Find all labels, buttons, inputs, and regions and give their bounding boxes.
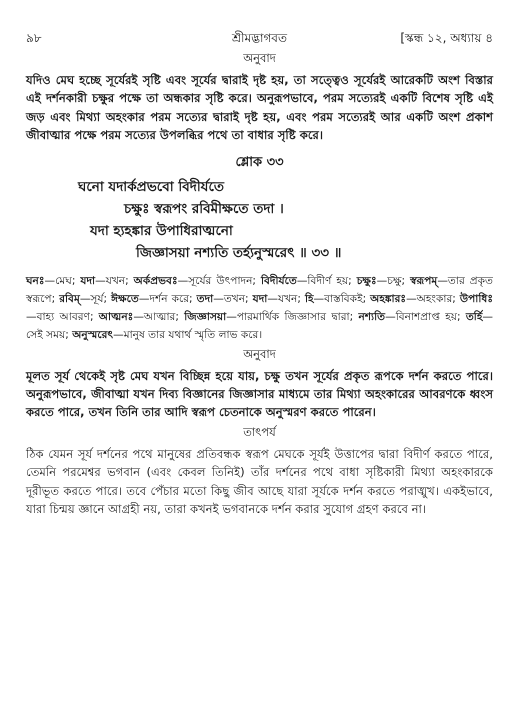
- synonym-term: চক্ষুঃ: [356, 274, 377, 287]
- synonym-term: বিদীর্যতে: [260, 274, 297, 287]
- verse-line-2: চক্ষুঃ স্বরূপং রবিমীক্ষতে তদা ।: [124, 200, 284, 217]
- translation-top-text: যদিও মেঘ হচ্ছে সূর্যেরই সৃষ্টি এবং সূর্যের দ্বারাই দৃষ্ট হয়, তা সত্ত্বেও সূর্যেরই আরেকটি অংশ বিস্তার এই দর্শনকারী চক্ষুর পক্ষে তা অন্ধকার সৃষ্টি করে। অনুরূপভাবে, পরম সত্যেরই একটি বিশেষ সৃষ্টি এই জড় এবং মিথ্যা অহংকার পরম সত্যের দ্বারাই দৃষ্ট হয়, এবং পরম সত্যেরই আর একটি অংশ প্রকাশ জীবাত্মার পক্ষে পরম সত্যের উপলব্ধির পথে তা বাধার সৃষ্টি করে।: [26, 73, 493, 143]
- synonym-term: নশ্যতি: [358, 310, 386, 323]
- synonym-term: অহঙ্কারঃ: [370, 292, 407, 305]
- page-header: [26, 22, 493, 44]
- purport-text: ঠিক যেমন সূর্য দর্শনের পথে মানুষের প্রতিবন্ধক স্বরূপ মেঘকে সূর্যই উত্তাপের দ্বারা বিদীর্ণ করতে পারে, তেমনি পরমেশ্বর ভগবান (এবং কেবল তিনিই) তাঁর দর্শনের পথে বাধা সৃষ্টিকারী মিথ্যা অহংকারকে দূরীভূত করতে পারে। তবে পেঁচার মতো কিছু জীব আছে যারা সূর্যকে দর্শন করতে পরাঙ্মুখ। একইভাবে, যারা চিন্ময় জ্ঞানে আগ্রহী নয়, তারা কখনই ভগবানকে দর্শন করার সুযোগ গ্রহণ করবে না।: [26, 446, 493, 517]
- synonym-term: যদা: [252, 292, 268, 305]
- synonym-term: আত্মনঃ: [98, 310, 134, 323]
- synonym-meaning: তার প্রকৃত স্বরূপে;: [26, 274, 494, 305]
- synonym-meaning: অহংকার;: [416, 292, 460, 305]
- synonym-meaning: সূর্যের উৎপাদন;: [188, 274, 261, 287]
- synonym-meaning: সূর্য;: [90, 292, 112, 305]
- synonym-meaning: মানুষ তার যথার্থ স্মৃতি লাভ করে।: [123, 328, 263, 341]
- synonym-term: রবিম্: [59, 292, 80, 305]
- synonym-term: স্বরূপম্: [410, 274, 438, 287]
- verse-line-3: যদা হ্যহঙ্কার উপাধিরাত্মনো: [90, 222, 233, 239]
- translation-heading: অনুবাদ: [243, 346, 276, 361]
- synonym-meaning: পারমার্থিক জিজ্ঞাসার দ্বারা;: [236, 310, 359, 323]
- synonym-term: অর্কপ্রভবঃ: [133, 274, 178, 287]
- purport-heading: তাৎপর্য: [243, 424, 276, 439]
- synonym-term: উপাধিঃ: [459, 292, 493, 305]
- verse-line-1: ঘনো যদার্কপ্রভবো বিদীর্যতে: [78, 178, 225, 195]
- synonym-meaning: মেঘ;: [55, 274, 81, 287]
- synonyms-block: ঘনঃ—মেঘ; যদা—যখন; অর্কপ্রভবঃ—সূর্যের উৎপাদন; বিদীর্যতে—বিদীর্ণ হয়; চক্ষুঃ—চক্ষু; স্বরূপম্—তার প্রকৃত স্বরূপে; রবিম্—সূর্য; ঈক্ষতে—দর্শন করে; তদা—তখন; যদা—যখন; হি—বাস্তবিকই; অহঙ্কারঃ—অহংকার; উপাধিঃ—বাহ্য আবরণ; আত্মনঃ—আত্মার; জিজ্ঞাসয়া—পারমার্থিক জিজ্ঞাসার দ্বারা; নশ্যতি—বিনাশপ্রাপ্ত হয়; তর্হি—সেই সময়; অনুস্মরেৎ—মানুষ তার যথার্থ স্মৃতি লাভ করে।: [26, 274, 494, 341]
- synonym-meaning: বাস্তবিকই;: [324, 292, 371, 305]
- synonym-term: হি: [304, 292, 314, 305]
- synonym-term: তদা: [196, 292, 214, 305]
- synonym-meaning: আত্মার;: [143, 310, 185, 323]
- synonym-meaning: বাহ্য আবরণ;: [36, 310, 99, 323]
- chapter-reference: [স্কন্ধ ১২, অধ্যায় ৪: [400, 31, 493, 45]
- synonym-term: তর্হি: [465, 310, 483, 323]
- book-title: শ্রীমদ্ভাগবত: [231, 31, 287, 45]
- synonym-meaning: বিদীর্ণ হয়;: [307, 274, 357, 287]
- synonym-meaning: তখন;: [223, 292, 253, 305]
- synonym-term: যদা: [80, 274, 96, 287]
- translation-top-heading: অনুবাদ: [243, 51, 276, 65]
- verse-line-4: জিজ্ঞাসয়া নশ্যতি তর্হ্যনুস্মরেৎ ॥ ৩৩ ॥: [136, 244, 342, 261]
- synonym-term: ঈক্ষতে: [111, 292, 139, 305]
- translation-text: মূলত সূর্য থেকেই সৃষ্ট মেঘ যখন বিচ্ছিন্ন হয়ে যায়, চক্ষু তখন সূর্যের প্রকৃত রূপকে দর্শন করতে পারে। অনুরূপভাবে, জীবাত্মা যখন দিব্য বিজ্ঞানের জিজ্ঞাসার মাধ্যমে তার মিথ্যা অহংকারের আবরণকে ধ্বংস করতে পারে, তখন তিনি তার আদি স্বরূপ চেতনাকে অনুস্মরণ করতে পারেন।: [26, 368, 493, 420]
- synonym-meaning: যখন;: [105, 274, 134, 287]
- synonym-meaning: দর্শন করে;: [149, 292, 197, 305]
- synonym-meaning: সেই সময়;: [26, 328, 73, 341]
- synonym-term: ঘনঃ: [26, 274, 45, 287]
- synonym-term: অনুস্মরেৎ: [72, 328, 114, 341]
- synonym-meaning: চক্ষু;: [387, 274, 411, 287]
- page-number: ৯৮: [26, 31, 42, 45]
- synonym-meaning: বিনাশপ্রাপ্ত হয়;: [395, 310, 466, 323]
- verse-title: শ্লোক ৩৩: [235, 154, 284, 170]
- synonym-term: জিজ্ঞাসয়া: [184, 310, 227, 323]
- synonym-meaning: যখন;: [277, 292, 305, 305]
